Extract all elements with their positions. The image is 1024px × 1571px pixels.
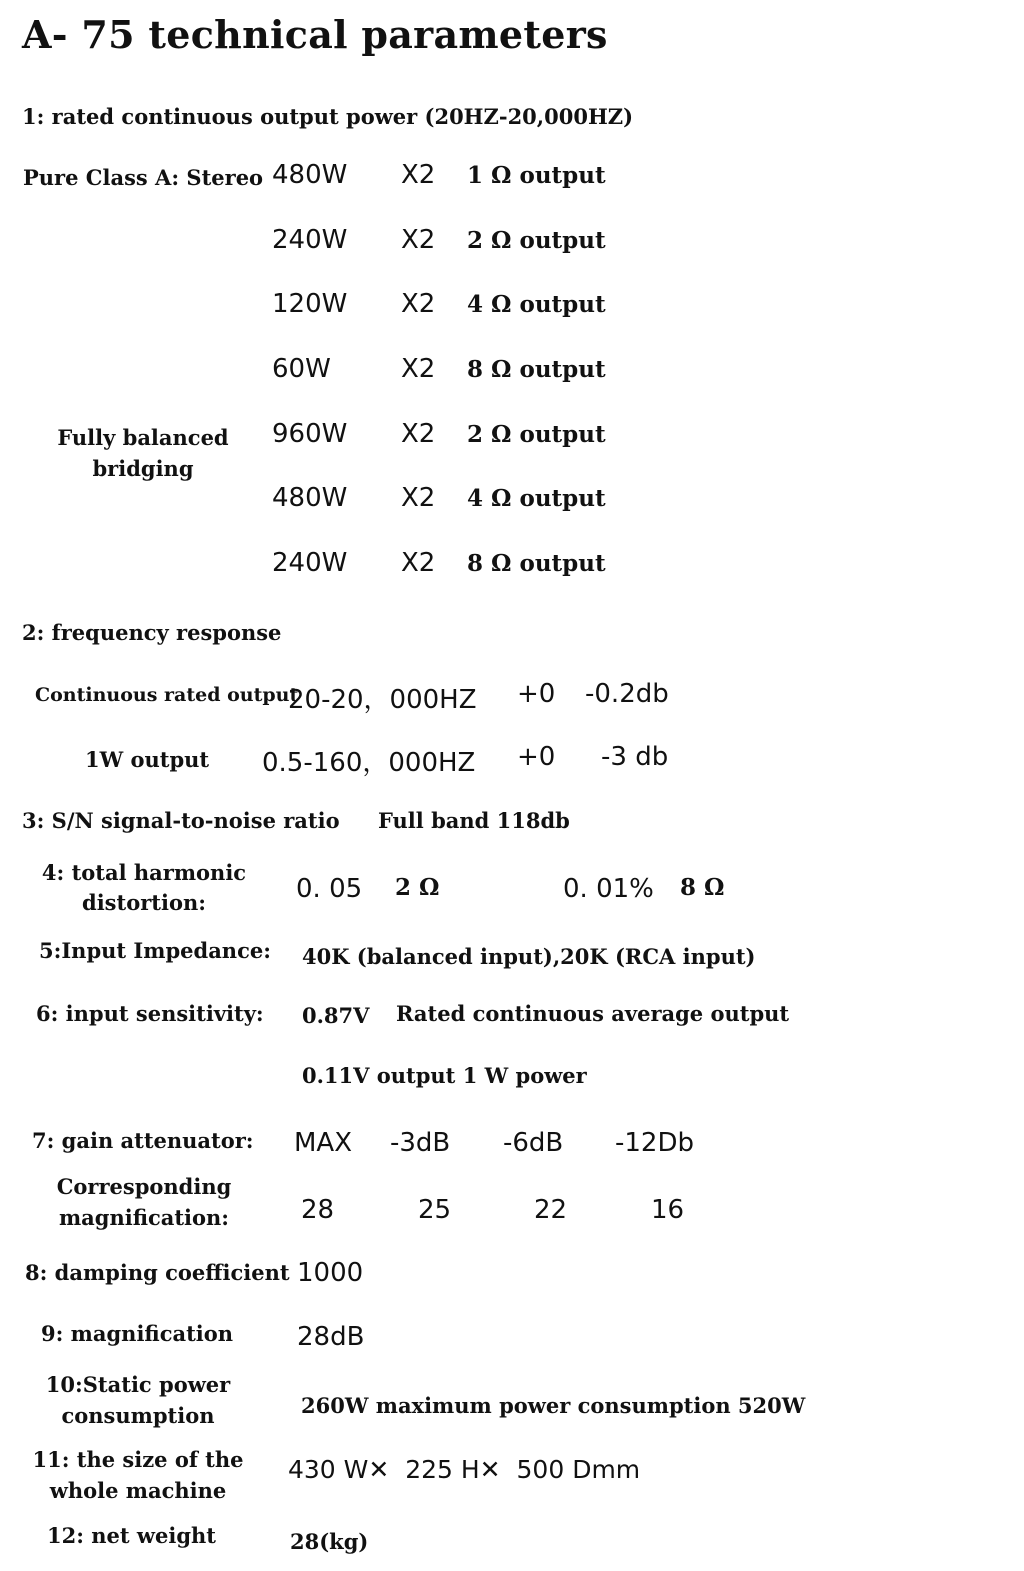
thd-label-line2: distortion: xyxy=(82,890,206,915)
magnification-label: 9: magnification xyxy=(41,1321,234,1346)
size-label-line2: whole machine xyxy=(49,1478,227,1503)
impedance-output: 1 Ω output xyxy=(467,162,606,189)
sensitivity-desc-rated: Rated continuous average output xyxy=(396,1001,790,1026)
thd-label-line1: 4: total harmonic xyxy=(41,860,247,885)
stereo-label: Pure Class A: Stereo xyxy=(23,165,264,190)
power-value: 240W xyxy=(272,225,348,255)
magnification-label-line2: magnification: xyxy=(58,1205,230,1230)
gain-step: -12Db xyxy=(615,1128,694,1158)
section-2-heading: 2: frequency response xyxy=(22,620,282,645)
magnification-value: 16 xyxy=(651,1195,685,1225)
sensitivity-1w: 0.11V output 1 W power xyxy=(302,1063,587,1088)
impedance-output: 4 Ω output xyxy=(467,291,606,318)
multiplier: X2 xyxy=(401,354,436,384)
gain-step: -6dB xyxy=(503,1128,564,1158)
impedance-output: 4 Ω output xyxy=(467,485,606,512)
snr-value: Full band 118db xyxy=(378,808,570,833)
magnification-value: 25 xyxy=(418,1195,452,1225)
damping-label: 8: damping coefficient xyxy=(25,1260,290,1285)
magnification-value: 22 xyxy=(534,1195,568,1225)
power-value: 120W xyxy=(272,289,348,319)
multiplier: X2 xyxy=(401,225,436,255)
static-power-label-line1: 10:Static power xyxy=(45,1372,231,1397)
input-impedance-value: 40K (balanced input),20K (RCA input) xyxy=(302,944,756,969)
sensitivity-value-rated: 0.87V xyxy=(302,1003,370,1028)
power-value: 480W xyxy=(272,160,348,190)
static-power-label-line2: consumption xyxy=(61,1403,215,1428)
power-value: 240W xyxy=(272,548,348,578)
page-title: A- 75 technical parameters xyxy=(22,12,608,57)
multiplier: X2 xyxy=(401,160,436,190)
multiplier: X2 xyxy=(401,483,436,513)
magnification-label-line1: Corresponding xyxy=(56,1174,232,1199)
gain-step: MAX xyxy=(294,1128,353,1158)
freq-range-rated: 20-20，000HZ xyxy=(288,685,477,715)
freq-label-1w: 1W output xyxy=(85,747,210,772)
bridging-label-line2: bridging xyxy=(92,456,194,481)
power-value: 480W xyxy=(272,483,348,513)
impedance-output: 8 Ω output xyxy=(467,356,606,383)
section-1-heading: 1: rated continuous output power (20HZ-20,000HZ) xyxy=(22,104,634,129)
thd-load-8ohm: 8 Ω xyxy=(680,874,725,901)
multiplier: X2 xyxy=(401,548,436,578)
magnification-value: 28 xyxy=(301,1195,335,1225)
freq-plus-rated: +0 xyxy=(517,679,556,709)
freq-label-rated: Continuous rated output xyxy=(35,684,299,706)
gain-attenuator-label: 7: gain attenuator: xyxy=(32,1128,254,1153)
impedance-output: 2 Ω output xyxy=(467,421,606,448)
multiplier: X2 xyxy=(401,289,436,319)
size-value: 430 W✕ 225 H✕ 500 Dmm xyxy=(288,1455,641,1484)
section-3-heading: 3: S/N signal-to-noise ratio xyxy=(22,808,340,833)
impedance-output: 8 Ω output xyxy=(467,550,606,577)
multiplier: X2 xyxy=(401,419,436,449)
freq-range-1w: 0.5-160，000HZ xyxy=(262,748,476,778)
damping-value: 1000 xyxy=(297,1258,364,1288)
input-sensitivity-label: 6: input sensitivity: xyxy=(36,1001,264,1026)
power-value: 960W xyxy=(272,419,348,449)
magnification-db-value: 28dB xyxy=(297,1322,365,1352)
net-weight-label: 12: net weight xyxy=(47,1523,216,1548)
size-label-line1: 11: the size of the xyxy=(32,1447,244,1472)
static-power-value: 260W maximum power consumption 520W xyxy=(301,1393,806,1418)
freq-minus-rated: -0.2db xyxy=(585,679,669,709)
thd-load-2ohm: 2 Ω xyxy=(395,874,440,901)
freq-plus-1w: +0 xyxy=(517,742,556,772)
freq-minus-1w: -3 db xyxy=(601,742,669,772)
thd-value-2ohm: 0. 05 xyxy=(296,874,363,904)
thd-value-8ohm: 0. 01% xyxy=(563,874,654,904)
bridging-label-line1: Fully balanced xyxy=(57,425,229,450)
power-value: 60W xyxy=(272,354,331,384)
impedance-output: 2 Ω output xyxy=(467,227,606,254)
gain-step: -3dB xyxy=(390,1128,451,1158)
input-impedance-label: 5:Input Impedance: xyxy=(39,938,271,963)
net-weight-value: 28(kg) xyxy=(290,1529,369,1554)
